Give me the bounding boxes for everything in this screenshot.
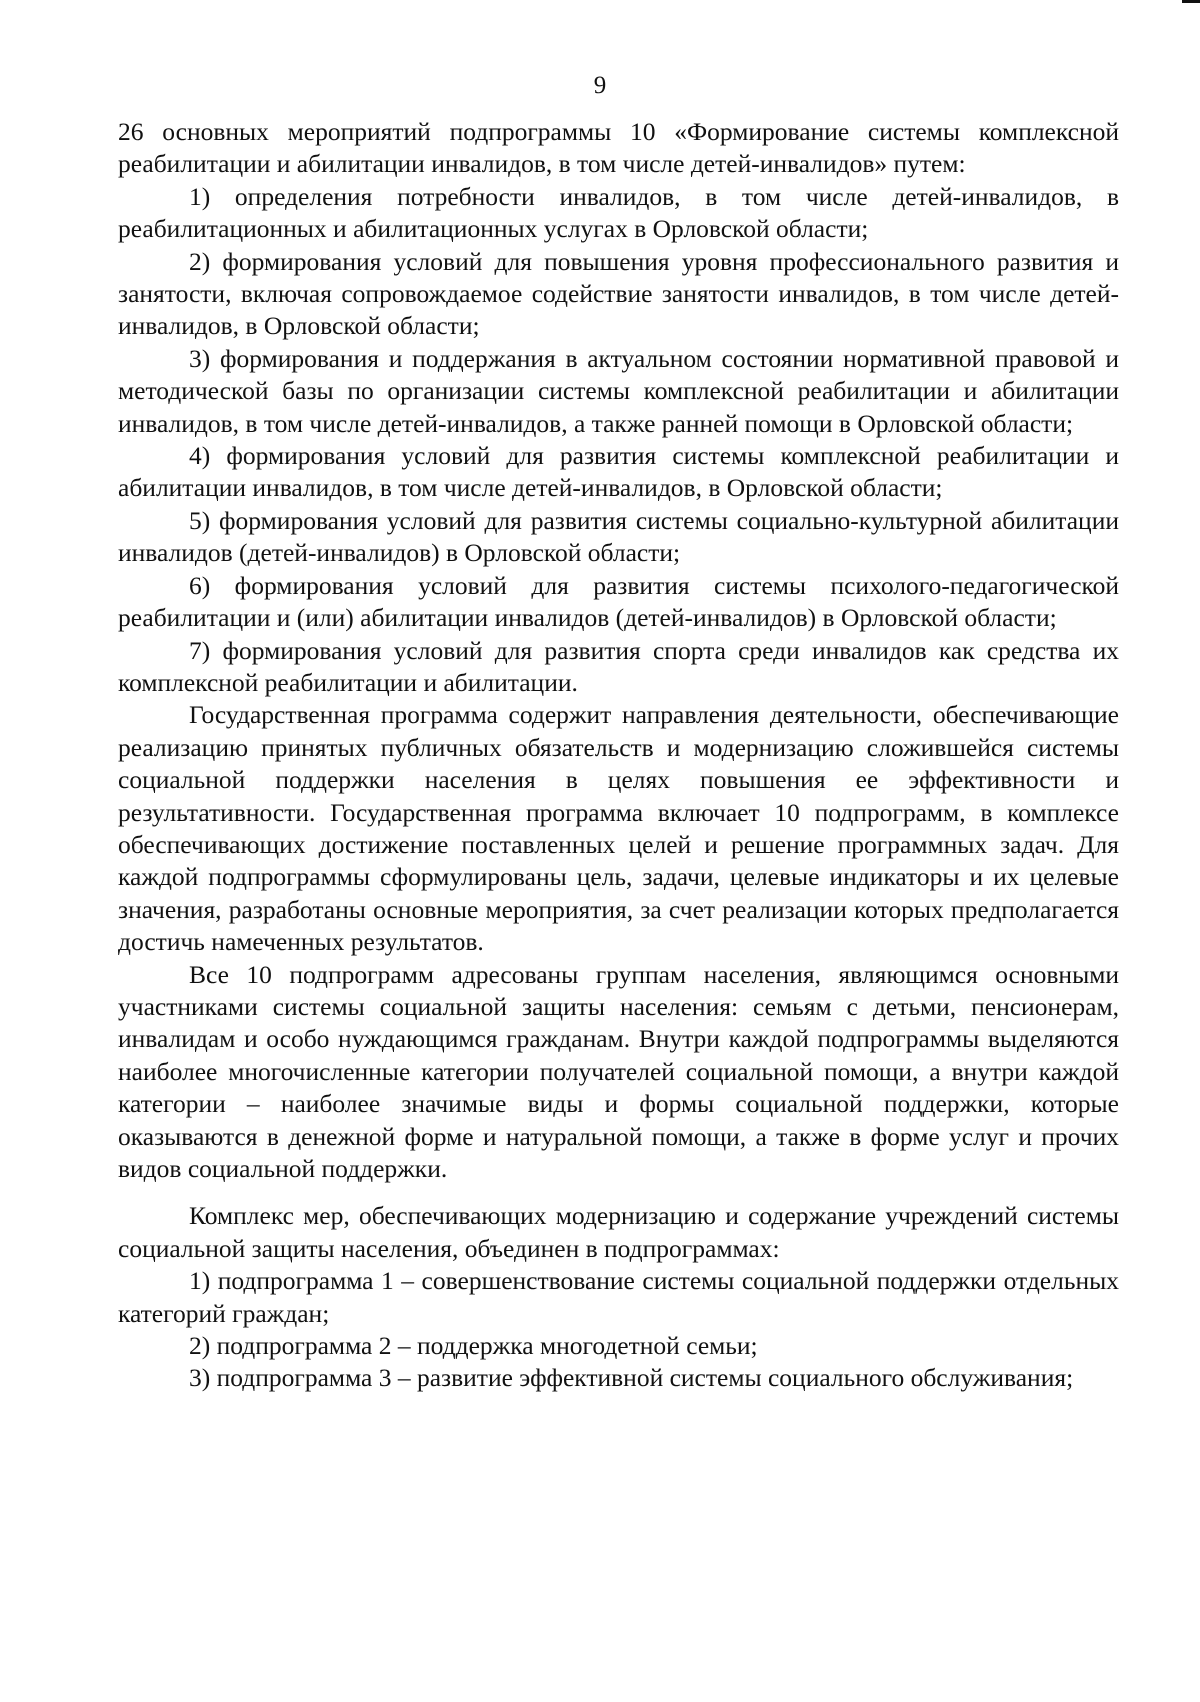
list-item-2: 2) формирования условий для повышения уровня профессионального развития и занятости, включая сопровождаемое содействие занятости инвалидов, в том числе детей-инвалидов, в Орловской области; [118, 246, 1119, 341]
paragraph-target-groups: Все 10 подпрограмм адресованы группам населения, являющимся основными участниками системы социальной защиты населения: семьям с детьми, пенсионерам, инвалидам и особо нуждающимся гражданам. Внутри каждой подпрограммы выделяются наиболее многочисленные категории получателей социальной помощи, а внутри каждой категории – наиболее значимые виды и формы социальной поддержки, которые оказываются в денежной форме и натуральной помощи, а также в форме услуг и прочих видов социальной поддержки. [118, 959, 1119, 1183]
body-text [118, 116, 1119, 1395]
subprogram-item-1: 1) подпрограмма 1 – совершенствование системы социальной поддержки отдельных категорий граждан; [118, 1266, 1119, 1328]
paragraph-program-overview: Государственная программа содержит направления деятельности, обеспечивающие реализацию принятых публичных обязательств и модернизацию сложившейся системы социальной поддержки населения в целях повышения ее эффективности и результативности. Государственная программа включает 10 подпрограмм, в комплексе обеспечивающих достижение поставленных целей и решение программных задач. Для каждой подпрограммы сформулированы цель, задачи, целевые индикаторы и их целевые значения, разработаны основные мероприятия, за счет реализации которых предполагается достичь намеченных результатов. [118, 700, 1119, 957]
subprogram-item-3: 3) подпрограмма 3 – развитие эффективной системы социального обслуживания; [189, 1363, 1074, 1393]
list-item-6: 6) формирования условий для развития системы психолого-педагогической реабилитации и (или) абилитации инвалидов (детей-инвалидов) в Орловской области; [118, 570, 1119, 633]
paragraph-measures: Комплекс мер, обеспечивающих модернизацию и содержание учреждений системы социальной защиты населения, объединен в подпрограммах: [118, 1201, 1119, 1263]
page-number: 9 [593, 72, 607, 99]
list-item-4: 4) формирования условий для развития системы комплексной реабилитации и абилитации инвалидов, в том числе детей-инвалидов, в Орловской области; [118, 441, 1119, 503]
list-item-3: 3) формирования и поддержания в актуальном состоянии нормативной правовой и методической базы по организации системы комплексной реабилитации и абилитации инвалидов, в том числе детей-инвалидов, а также ранней помощи в Орловской области; [118, 343, 1119, 438]
scan-edge-mark [1182, 0, 1200, 3]
paragraph-intro: 26 основных мероприятий подпрограммы 10 «Формирование системы комплексной реабилитации и абилитации инвалидов, в том числе детей-инвалидов» путем: [118, 117, 1119, 179]
list-item-7: 7) формирования условий для развития спорта среди инвалидов как средства их комплексной реабилитации и абилитации. [118, 635, 1119, 697]
subprogram-item-2: 2) подпрограмма 2 – поддержка многодетной семьи; [189, 1331, 758, 1361]
list-item-1: 1) определения потребности инвалидов, в том числе детей-инвалидов, в реабилитационных и абилитационных услугах в Орловской области; [118, 181, 1119, 244]
list-item-5: 5) формирования условий для развития системы социально-культурной абилитации инвалидов (детей-инвалидов) в Орловской области; [118, 505, 1119, 568]
